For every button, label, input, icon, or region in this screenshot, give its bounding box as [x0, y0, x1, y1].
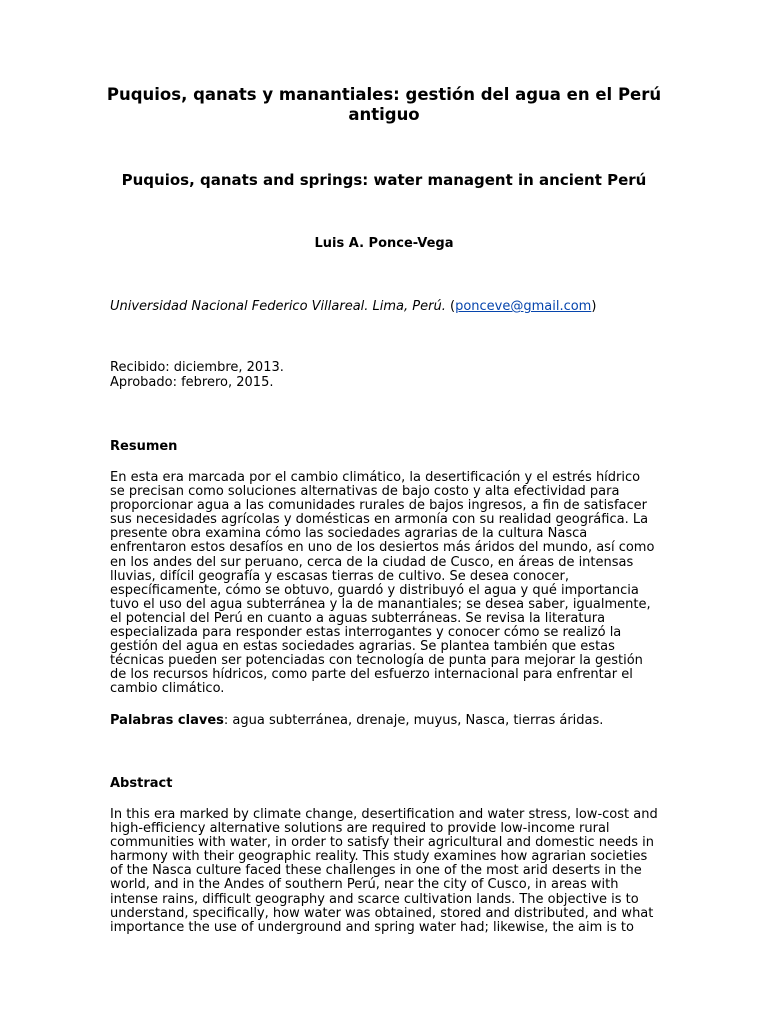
received-date: Recibido: diciembre, 2013. [110, 360, 284, 375]
keywords-text: : agua subterránea, drenaje, muyus, Nasca, tierras áridas. [223, 713, 604, 728]
approved-date: Aprobado: febrero, 2015. [110, 374, 274, 390]
submission-dates [110, 361, 284, 391]
paper-title: Puquios, qanats y manantiales: gestión del agua en el Perú antiguo [106, 85, 662, 124]
keywords [110, 713, 670, 729]
abstract-heading: Abstract [110, 776, 173, 791]
author-name: Luis A. Ponce-Vega [314, 236, 454, 251]
abstract-text: In this era marked by climate change, desertification and water stress, low-cost and high-efficiency alternative solutions are required to provide low-income rural communities with water, in order to satisfy their agricultural and domestic needs in harmony with their geographic reality. This study examines how agrarian societies of the Nasca culture faced these challenges in one of the most arid deserts in the world, and in the Andes of southern Perú, near the city of Cusco, in areas with intense rains, difficult geography and scarce cultivation lands. The objective is to understand, specifically, how water was obtained, stored and distributed, and what importance the use of underground and spring water had; likewise, the aim is to [110, 807, 658, 935]
keywords-label: Palabras claves [110, 713, 224, 728]
resumen-text: En esta era marcada por el cambio climático, la desertificación y el estrés hídrico se precisan como soluciones alternativas de bajo costo y alta efectividad para proporcionar agua a las comunidades rurales de bajos ingresos, a fin de satisfacer sus necesidades agrícolas y domésticas en armonía con su realidad geográfica. La presente obra examina cómo las sociedades agrarias de la cultura Nasca enfrentaron estos desafíos en uno de los desiertos más áridos del mundo, así como en los andes del sur peruano, cerca de la ciudad de Cusco, en áreas de intensas lluvias, difícil geografía y escasas tierras de cultivo. Se desea conocer, específicamente, cómo se obtuvo, guardó y distribuyó el agua y qué importancia tuvo el uso del agua subterránea y la de manantiales; se desea saber, igualmente, el potencial del Perú en cuanto a aguas subterráneas. Se revisa la literatura especializada para responder estas interrogantes y conocer cómo se realizó la gestión del agua en estas sociedades agrarias. Se plantea también que estas técnicas pueden ser potenciadas con tecnología de punta para mejorar la gestión de los recursos hídricos, como parte del esfuerzo internacional para enfrentar el cambio climático. [110, 470, 655, 697]
author-affiliation: Universidad Nacional Federico Villareal. Lima, Perú. (ponceve@gmail.com) [110, 299, 597, 314]
resumen-heading: Resumen [110, 439, 178, 454]
author-email-link[interactable]: ponceve@gmail.com [455, 299, 592, 314]
paper-subtitle-english: Puquios, qanats and springs: water managent in ancient Perú [121, 171, 647, 189]
institution-name: Universidad Nacional Federico Villareal. Lima, Perú. [110, 299, 446, 314]
